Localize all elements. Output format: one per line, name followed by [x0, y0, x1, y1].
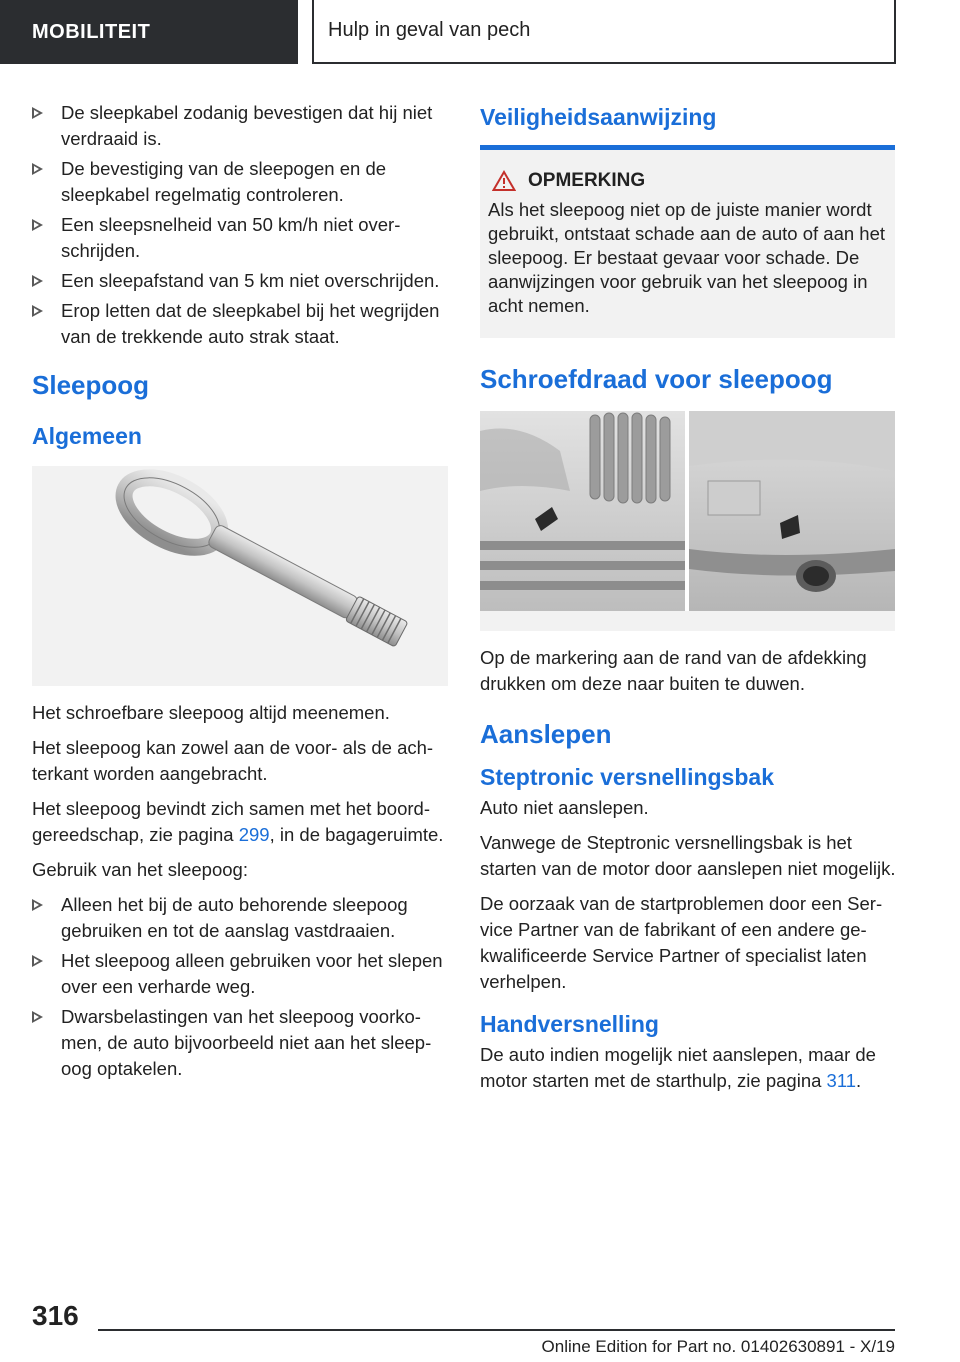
- notice-box: [480, 150, 895, 338]
- paragraph: Gebruik van het sleepoog:: [32, 859, 248, 880]
- footer-divider: [98, 1329, 895, 1331]
- car-bumper-illustration: [480, 411, 895, 631]
- triangle-bullet-icon: [32, 275, 43, 287]
- subheading-handversnelling: Handversnelling: [480, 1011, 659, 1037]
- paragraph: Het sleepoog kan zowel aan de voor- als de achterkant worden aangebracht.: [32, 737, 434, 784]
- triangle-bullet-icon: [32, 1011, 43, 1023]
- heading-thread: Schroefdraad voor sleepoog: [480, 364, 833, 394]
- tow-eye-illustration: [32, 466, 448, 686]
- left-column: [32, 100, 448, 1086]
- paragraph: Op de markering aan de rand van de afdekking drukken om deze naar buiten te duwen.: [480, 647, 867, 694]
- triangle-bullet-icon: [32, 219, 43, 231]
- right-column: [480, 100, 896, 1103]
- list-item: Een sleepsnelheid van 50 km/h niet overschrijden.: [32, 212, 448, 264]
- paragraph: Het sleepoog bevindt zich samen met het boordgereedschap, zie pagina 299, in de bagageruimte.: [32, 798, 444, 845]
- triangle-bullet-icon: [32, 899, 43, 911]
- triangle-bullet-icon: [32, 163, 43, 175]
- triangle-bullet-icon: [32, 955, 43, 967]
- triangle-bullet-icon: [32, 305, 43, 317]
- notice-title: OPMERKING: [528, 170, 646, 191]
- page-link-299[interactable]: 299: [238, 824, 270, 845]
- heading-sleepoog: Sleepoog: [32, 370, 150, 400]
- list-item: De sleepkabel zodanig bevestigen dat hij niet verdraaid is.: [32, 100, 448, 152]
- footer-edition: Online Edition for Part no. 01402630891 - X/19: [541, 1337, 895, 1356]
- heading-aanslepen: Aanslepen: [480, 719, 612, 749]
- paragraph: Vanwege de Steptronic versnellingsbak is het starten van de motor door aanslepen niet mogelijk.: [480, 832, 896, 879]
- chapter-title: Hulp in geval van pech: [312, 0, 896, 64]
- warning-icon: [492, 170, 516, 192]
- car-front-rear-figure: [480, 411, 895, 631]
- list-item: Een sleepafstand van 5 km niet overschrijden.: [32, 268, 448, 294]
- page-link-311[interactable]: 311: [826, 1070, 857, 1091]
- paragraph: De oorzaak van de startproblemen door een Service Partner van de fabrikant of een andere gekwalificeerde Service Partner of specialist laten verhelpen.: [480, 893, 883, 992]
- paragraph: De auto indien mogelijk niet aanslepen, maar de motor starten met de starthulp, zie pagina 311.: [480, 1044, 876, 1091]
- notice-text: Als het sleepoog niet op de juiste manier wordt gebruikt, ontstaat schade aan de auto of aan het sleepoog. Er bestaat gevaar voor schade. De aanwijzingen voor gebruik van het sleepoog in acht nemen.: [488, 199, 886, 316]
- list-item: Alleen het bij de auto behorende sleepoog gebruiken en tot de aanslag vastdraaien.: [32, 892, 448, 944]
- subheading-steptronic: Steptronic versnellingsbak: [480, 764, 774, 790]
- list-item: Het sleepoog alleen gebruiken voor het slepen over een verharde weg.: [32, 948, 448, 1000]
- paragraph: Het schroefbare sleepoog altijd meenemen.: [32, 702, 390, 723]
- list-item: De bevestiging van de sleepogen en de sleepkabel regelmatig controleren.: [32, 156, 448, 208]
- page-number: 316: [32, 1300, 79, 1331]
- subheading-algemeen: Algemeen: [32, 423, 142, 449]
- list-item: Erop letten dat de sleepkabel bij het wegrijden van de trekkende auto strak staat.: [32, 298, 448, 350]
- section-tab: MOBILITEIT: [0, 0, 298, 64]
- heading-safety: Veiligheidsaanwijzing: [480, 104, 717, 130]
- triangle-bullet-icon: [32, 107, 43, 119]
- paragraph: Auto niet aanslepen.: [480, 797, 649, 818]
- notice-header: [492, 170, 887, 192]
- list-item: Dwarsbelastingen van het sleepoog voorkomen, de auto bijvoorbeeld niet aan het sleepoog optakelen.: [32, 1004, 448, 1082]
- tow-eye-figure: [32, 466, 448, 686]
- page-header: [0, 0, 960, 66]
